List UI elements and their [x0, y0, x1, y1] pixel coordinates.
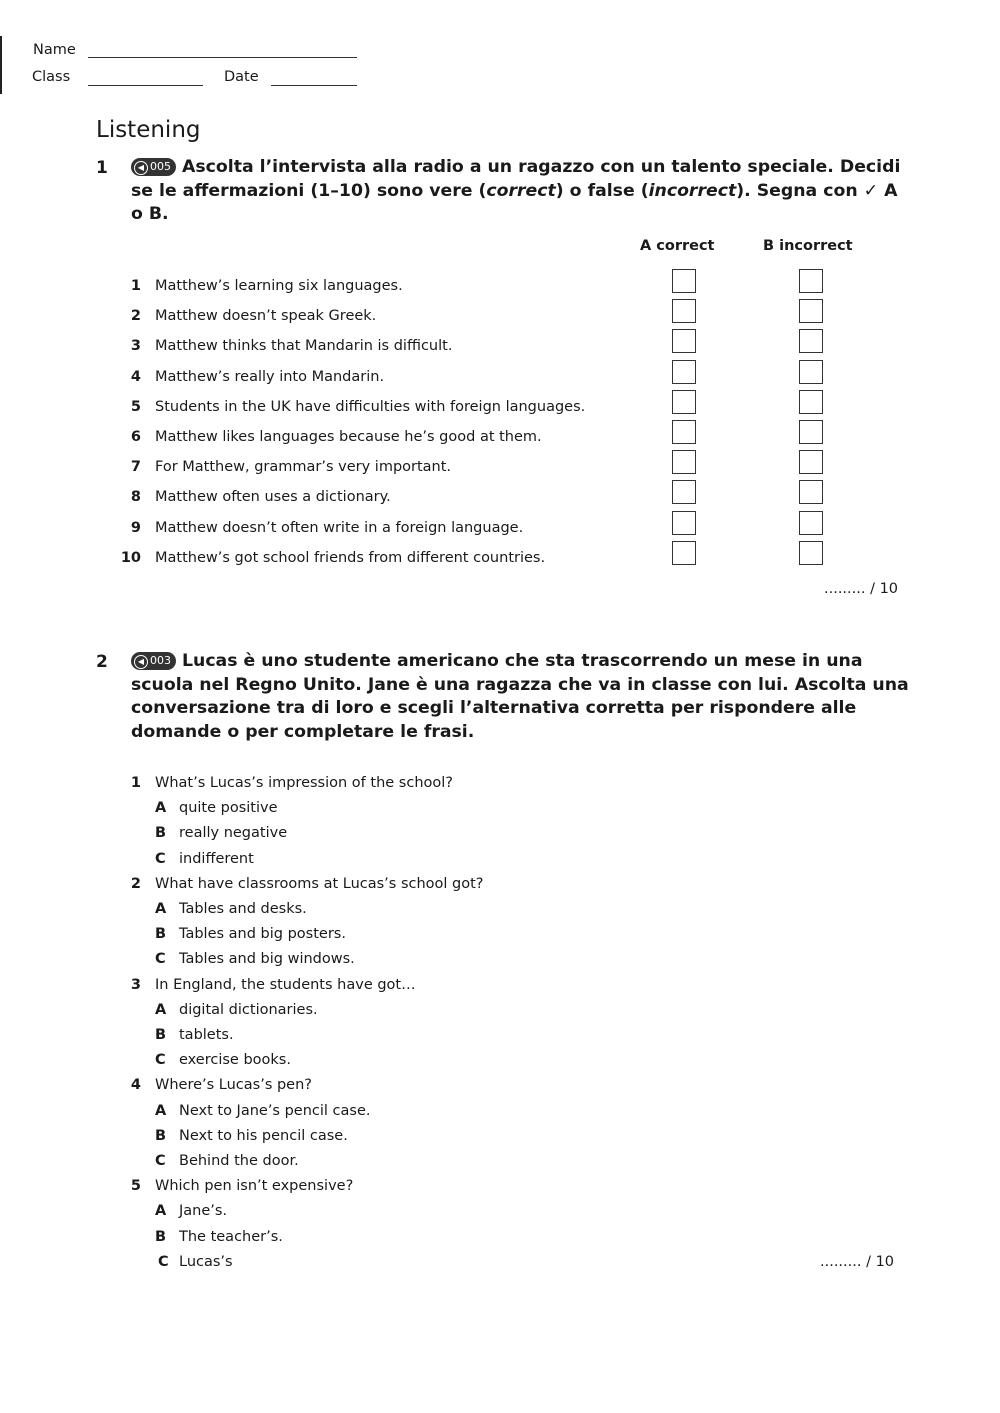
instr-italic: correct	[486, 180, 556, 201]
option-text[interactable]: Lucas’s	[179, 1253, 233, 1270]
option-letter[interactable]: C	[155, 850, 166, 867]
statement-number: 6	[130, 429, 141, 445]
track-number: 003	[150, 654, 171, 667]
option-letter[interactable]: B	[155, 1127, 167, 1144]
section-title: Listening	[96, 117, 201, 143]
option-letter[interactable]: C	[155, 1153, 166, 1169]
option-letter[interactable]: B	[155, 825, 167, 842]
option-text[interactable]: quite positive	[179, 800, 278, 817]
exercise-2-score: ......... / 10	[820, 1254, 895, 1270]
question-number: 2	[130, 875, 141, 892]
class-label: Class	[32, 69, 71, 85]
track-number: 005	[150, 160, 171, 173]
option-letter[interactable]: B	[155, 926, 167, 943]
statement-number: 9	[130, 519, 141, 536]
checkbox-correct[interactable]	[672, 299, 696, 323]
checkbox-incorrect[interactable]	[799, 511, 823, 535]
option-letter[interactable]: C	[155, 1052, 166, 1069]
checkbox-incorrect[interactable]	[799, 299, 823, 323]
question-number: 3	[130, 976, 141, 993]
instr-text: Lucas è uno studente americano che sta trascorrendo un mese in una scuola nel Regno Unito. Jane è una ragazza che va in classe con lui. Ascolta una conversazione tra di loro e scegli l’alternativa corretta per rispondere alle domande o per completare le frasi.	[131, 651, 909, 742]
question-number: 5	[130, 1178, 141, 1195]
checkbox-correct[interactable]	[672, 329, 696, 353]
name-field[interactable]	[88, 57, 357, 58]
statement-text: For Matthew, grammar’s very important.	[155, 459, 452, 476]
name-label: Name	[33, 42, 76, 58]
checkbox-correct[interactable]	[672, 390, 696, 414]
checkbox-incorrect[interactable]	[799, 450, 823, 474]
checkbox-incorrect[interactable]	[799, 390, 823, 414]
statement-text: Students in the UK have difficulties with foreign languages.	[155, 398, 586, 415]
question-number: 1	[130, 775, 141, 791]
option-text[interactable]: tablets.	[179, 1027, 234, 1043]
checkbox-incorrect[interactable]	[799, 360, 823, 384]
statement-number: 3	[130, 338, 141, 355]
checkbox-correct[interactable]	[672, 450, 696, 474]
option-text[interactable]: exercise books.	[179, 1052, 291, 1069]
column-b-header: B incorrect	[763, 238, 853, 254]
speaker-icon: ◀	[134, 161, 148, 175]
statement-text: Matthew doesn’t speak Greek.	[155, 308, 377, 325]
checkbox-correct[interactable]	[672, 269, 696, 293]
option-text[interactable]: Tables and big windows.	[179, 951, 355, 968]
option-text[interactable]: Next to Jane’s pencil case.	[179, 1102, 371, 1119]
checkbox-incorrect[interactable]	[799, 420, 823, 444]
option-text[interactable]: The teacher’s.	[179, 1228, 283, 1245]
exercise-2-instructions	[131, 650, 911, 744]
option-letter[interactable]: B	[155, 1228, 167, 1245]
statement-text: Matthew doesn’t often write in a foreign language.	[155, 519, 524, 536]
column-a-header: A correct	[640, 238, 715, 254]
statement-number: 8	[130, 489, 141, 506]
statement-number: 7	[130, 459, 141, 476]
instr-italic: incorrect	[648, 180, 737, 201]
question-text: Which pen isn’t expensive?	[155, 1178, 354, 1195]
exercise-2-number: 2	[96, 652, 108, 672]
statement-number: 4	[130, 368, 141, 385]
checkbox-correct[interactable]	[672, 541, 696, 565]
option-text[interactable]: Next to his pencil case.	[179, 1127, 348, 1144]
audio-track-badge[interactable]	[131, 158, 176, 176]
statement-number: 2	[130, 308, 141, 325]
statement-number: 1	[130, 278, 141, 294]
exercise-1-instructions	[131, 156, 911, 227]
statement-number: 10	[120, 549, 141, 566]
checkbox-incorrect[interactable]	[799, 329, 823, 353]
option-letter[interactable]: A	[155, 901, 167, 917]
statement-text: Matthew’s got school friends from different countries.	[155, 549, 546, 566]
checkbox-correct[interactable]	[672, 480, 696, 504]
option-text[interactable]: Jane’s.	[179, 1203, 228, 1220]
checkbox-correct[interactable]	[672, 360, 696, 384]
statement-text: Matthew thinks that Mandarin is difficult.	[155, 338, 453, 355]
statement-text: Matthew’s really into Mandarin.	[155, 368, 385, 385]
instr-part: Ascolta l’intervista alla radio a un ragazzo con un talento speciale. Decidi se le affermazioni (1–10) sono vere (	[131, 157, 901, 201]
instr-part: ). Segna con ✓ A o B.	[131, 180, 898, 224]
margin-bar	[0, 36, 2, 94]
option-letter[interactable]: A	[155, 1203, 167, 1220]
option-letter[interactable]: A	[155, 1102, 167, 1119]
question-text: Where’s Lucas’s pen?	[155, 1077, 312, 1094]
option-letter[interactable]: B	[155, 1027, 167, 1043]
option-text[interactable]: digital dictionaries.	[179, 1001, 318, 1018]
option-letter[interactable]: C	[158, 1253, 169, 1270]
option-text[interactable]: indifferent	[179, 850, 254, 867]
exercise-1-number: 1	[96, 158, 108, 178]
question-text: What’s Lucas’s impression of the school?	[155, 775, 453, 791]
speaker-icon: ◀	[134, 655, 148, 669]
option-letter[interactable]: C	[155, 951, 166, 968]
checkbox-correct[interactable]	[672, 511, 696, 535]
class-field[interactable]	[88, 85, 203, 86]
option-text[interactable]: really negative	[179, 825, 288, 842]
question-number: 4	[130, 1077, 141, 1094]
checkbox-incorrect[interactable]	[799, 541, 823, 565]
option-letter[interactable]: A	[155, 1001, 167, 1018]
statement-text: Matthew’s learning six languages.	[155, 278, 403, 294]
statement-text: Matthew often uses a dictionary.	[155, 489, 391, 506]
option-text[interactable]: Tables and desks.	[179, 901, 307, 917]
audio-track-badge[interactable]	[131, 652, 176, 670]
option-letter[interactable]: A	[155, 800, 167, 817]
question-text: In England, the students have got…	[155, 976, 416, 993]
checkbox-correct[interactable]	[672, 420, 696, 444]
exercise-1-score: ......... / 10	[824, 581, 899, 597]
checkbox-incorrect[interactable]	[799, 480, 823, 504]
date-label: Date	[224, 69, 259, 85]
option-text[interactable]: Behind the door.	[179, 1153, 299, 1169]
option-text[interactable]: Tables and big posters.	[179, 926, 346, 943]
checkbox-incorrect[interactable]	[799, 269, 823, 293]
statement-number: 5	[130, 398, 141, 415]
date-field[interactable]	[271, 85, 357, 86]
question-text: What have classrooms at Lucas’s school got?	[155, 875, 484, 892]
statement-text: Matthew likes languages because he’s good at them.	[155, 429, 542, 445]
instr-part: ) o false (	[555, 180, 649, 201]
